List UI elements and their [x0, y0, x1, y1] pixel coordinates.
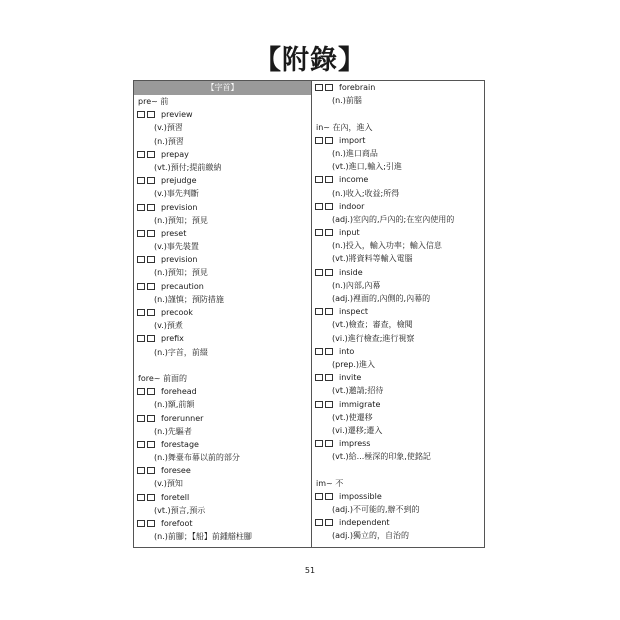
checkbox-icon[interactable]: [315, 308, 323, 315]
definition: (v.)預煮: [154, 321, 183, 331]
prefix-heading: in~ 在內，進入: [316, 122, 373, 132]
checkbox-icon[interactable]: [137, 256, 145, 263]
word-text: inspect: [339, 307, 368, 317]
definition: (n.)預知；預見: [154, 215, 208, 225]
word-text: preset: [161, 228, 187, 238]
word-entry: [134, 174, 311, 187]
word-text: immigrate: [339, 399, 381, 409]
checkbox-icon[interactable]: [325, 493, 333, 500]
definition: (n.)內部,內幕: [332, 280, 381, 290]
word-text: foretell: [161, 492, 190, 502]
word-text: invite: [339, 373, 362, 383]
definition: (adj.)裡面的,內側的,內幕的: [332, 294, 431, 303]
word-text: forehead: [161, 387, 197, 397]
checkbox-icon[interactable]: [147, 283, 155, 290]
checkbox-icon[interactable]: [137, 111, 145, 118]
checkbox-icon[interactable]: [315, 493, 323, 500]
definition: (n.)投入，輸入功率；輸入信息: [332, 241, 442, 251]
checkbox-icon[interactable]: [147, 230, 155, 237]
checkbox-icon[interactable]: [315, 348, 323, 355]
word-entry: [134, 385, 311, 398]
word-entry: [134, 253, 311, 266]
checkbox-icon[interactable]: [147, 441, 155, 448]
word-text: income: [339, 175, 369, 185]
word-entry: [134, 517, 311, 530]
word-entry: [312, 173, 484, 186]
checkbox-icon[interactable]: [147, 151, 155, 158]
word-entry: [312, 81, 484, 94]
checkbox-icon[interactable]: [315, 137, 323, 144]
checkbox-icon[interactable]: [325, 348, 333, 355]
prefix-heading: pre~ 前: [138, 97, 169, 106]
checkbox-icon[interactable]: [137, 151, 145, 158]
word-text: precook: [161, 308, 193, 317]
section-gap: [312, 463, 484, 476]
checkbox-icon[interactable]: [147, 520, 155, 527]
definition: (n.)進口商品: [332, 148, 378, 158]
definition: (adj.)室內的,戶內的;在室內使用的: [332, 214, 455, 224]
definition: (vi.)進行檢查;進行視察: [332, 333, 415, 343]
definition: (adj.)不可能的,辦不到的: [332, 505, 420, 514]
word-text: impossible: [339, 491, 382, 501]
word-entry: [134, 201, 311, 214]
definition: (prep.)進入: [332, 359, 375, 369]
word-text: impress: [339, 439, 371, 449]
definition: (vt.)預言,預示: [154, 505, 206, 515]
definition: (n.)舞臺布幕以前的部分: [154, 453, 240, 463]
word-text: input: [339, 228, 360, 238]
word-text: preview: [161, 110, 193, 120]
checkbox-icon[interactable]: [147, 111, 155, 118]
word-entry: [134, 332, 311, 345]
checkbox-icon[interactable]: [325, 440, 333, 447]
definition: (n.)預知；預見: [154, 268, 208, 278]
word-entry: [312, 226, 484, 239]
page-number: 51: [304, 566, 316, 575]
checkbox-icon[interactable]: [137, 309, 145, 316]
word-entry: [312, 398, 484, 411]
word-text: forebrain: [339, 83, 376, 92]
checkbox-icon[interactable]: [147, 467, 155, 474]
prefix-heading: im~ 不: [316, 478, 344, 488]
checkbox-icon[interactable]: [147, 309, 155, 316]
word-text: forerunner: [161, 413, 204, 423]
page-title: 【附錄】: [254, 45, 366, 76]
word-entry: [134, 227, 311, 240]
word-text: prevision: [161, 202, 198, 212]
checkbox-icon[interactable]: [325, 374, 333, 381]
checkbox-icon[interactable]: [137, 283, 145, 290]
word-text: prepay: [161, 149, 189, 159]
checkbox-icon[interactable]: [315, 176, 323, 183]
word-entry: [134, 412, 311, 425]
word-text: into: [339, 346, 355, 356]
word-entry: [312, 516, 484, 529]
prefix-heading: fore~ 前面的: [138, 373, 187, 383]
checkbox-icon[interactable]: [137, 467, 145, 474]
word-entry: [312, 345, 484, 358]
definition: (vi.)遷移;遷入: [332, 425, 383, 435]
definition: (vt.)檢查；審查，檢閱: [332, 320, 413, 330]
word-text: indoor: [339, 201, 365, 211]
definition: (v.)事先判斷: [154, 189, 199, 199]
word-entry: [134, 108, 311, 121]
definition: (vt.)預付;提前繳納: [154, 162, 222, 172]
definition: (adj.)獨立的，自治的: [332, 531, 409, 541]
definition: (n.)預習: [154, 136, 184, 146]
word-text: forefoot: [161, 519, 193, 528]
checkbox-icon[interactable]: [325, 203, 333, 210]
checkbox-icon[interactable]: [315, 519, 323, 526]
word-entry: [134, 464, 311, 477]
word-entry: [312, 437, 484, 450]
word-text: independent: [339, 518, 390, 528]
checkbox-icon[interactable]: [147, 204, 155, 211]
word-text: prevision: [161, 255, 198, 265]
word-entry: [134, 438, 311, 451]
checkbox-icon[interactable]: [325, 229, 333, 236]
word-entry: [312, 134, 484, 147]
definition: (n.)先驅者: [154, 426, 192, 436]
vocabulary-table: [133, 80, 485, 548]
word-text: prejudge: [161, 176, 197, 186]
definition: (n.)前腦: [332, 96, 362, 106]
word-text: precaution: [161, 281, 204, 291]
checkbox-icon[interactable]: [147, 388, 155, 395]
word-entry: [134, 491, 311, 504]
checkbox-icon[interactable]: [137, 204, 145, 211]
definition: (vt.)給...極深的印象,使銘記: [332, 452, 431, 462]
checkbox-icon[interactable]: [325, 308, 333, 315]
definition: (v.)預知: [154, 479, 183, 489]
checkbox-icon[interactable]: [325, 401, 333, 408]
word-entry: [312, 200, 484, 213]
checkbox-icon[interactable]: [147, 415, 155, 422]
checkbox-icon[interactable]: [325, 84, 333, 91]
checkbox-icon[interactable]: [137, 441, 145, 448]
checkbox-icon[interactable]: [325, 137, 333, 144]
checkbox-icon[interactable]: [325, 176, 333, 183]
definition: (v.)事先裝置: [154, 242, 199, 252]
definition: (n.)謹慎；預防措施: [154, 294, 224, 304]
checkbox-icon[interactable]: [315, 84, 323, 91]
word-text: foresee: [161, 466, 191, 476]
word-entry: [312, 266, 484, 279]
checkbox-icon[interactable]: [137, 520, 145, 527]
definition: (n.)額,前額: [154, 400, 195, 410]
checkbox-icon[interactable]: [147, 256, 155, 263]
definition: (vt.)邀請;招待: [332, 386, 384, 396]
word-text: inside: [339, 267, 363, 277]
definition: (n.)前腳；【船】前鍾艏柱腳: [154, 532, 252, 542]
definition: (n.)字首，前綴: [154, 347, 208, 357]
checkbox-icon[interactable]: [137, 415, 145, 422]
word-entry: [312, 305, 484, 318]
checkbox-icon[interactable]: [315, 401, 323, 408]
checkbox-icon[interactable]: [315, 440, 323, 447]
checkbox-icon[interactable]: [137, 388, 145, 395]
checkbox-icon[interactable]: [315, 203, 323, 210]
word-text: import: [339, 135, 366, 145]
section-gap: [134, 359, 311, 372]
definition: (vt.)將資料等輸入電腦: [332, 254, 413, 264]
right-column: [312, 81, 484, 547]
word-text: prefix: [161, 334, 184, 344]
definition: (vt.)進口,輸入;引進: [332, 162, 402, 172]
checkbox-icon[interactable]: [315, 374, 323, 381]
checkbox-icon[interactable]: [137, 335, 145, 342]
checkbox-icon[interactable]: [137, 230, 145, 237]
checkbox-icon[interactable]: [147, 335, 155, 342]
word-text: forestage: [161, 439, 199, 449]
word-entry: [312, 371, 484, 384]
column-header: 【字首】: [134, 81, 311, 95]
checkbox-icon[interactable]: [137, 177, 145, 184]
checkbox-icon[interactable]: [137, 494, 145, 501]
checkbox-icon[interactable]: [315, 229, 323, 236]
definition: (v.)預習: [154, 123, 183, 133]
left-column: [134, 81, 312, 547]
word-entry: [312, 490, 484, 503]
definition: (n.)收入;收益;所得: [332, 188, 400, 198]
word-entry: [134, 148, 311, 161]
definition: (vt.)使遷移: [332, 412, 373, 422]
word-entry: [134, 306, 311, 319]
word-entry: [134, 280, 311, 293]
checkbox-icon[interactable]: [147, 177, 155, 184]
checkbox-icon[interactable]: [315, 269, 323, 276]
checkbox-icon[interactable]: [325, 519, 333, 526]
section-gap: [312, 107, 484, 120]
checkbox-icon[interactable]: [325, 269, 333, 276]
checkbox-icon[interactable]: [147, 494, 155, 501]
